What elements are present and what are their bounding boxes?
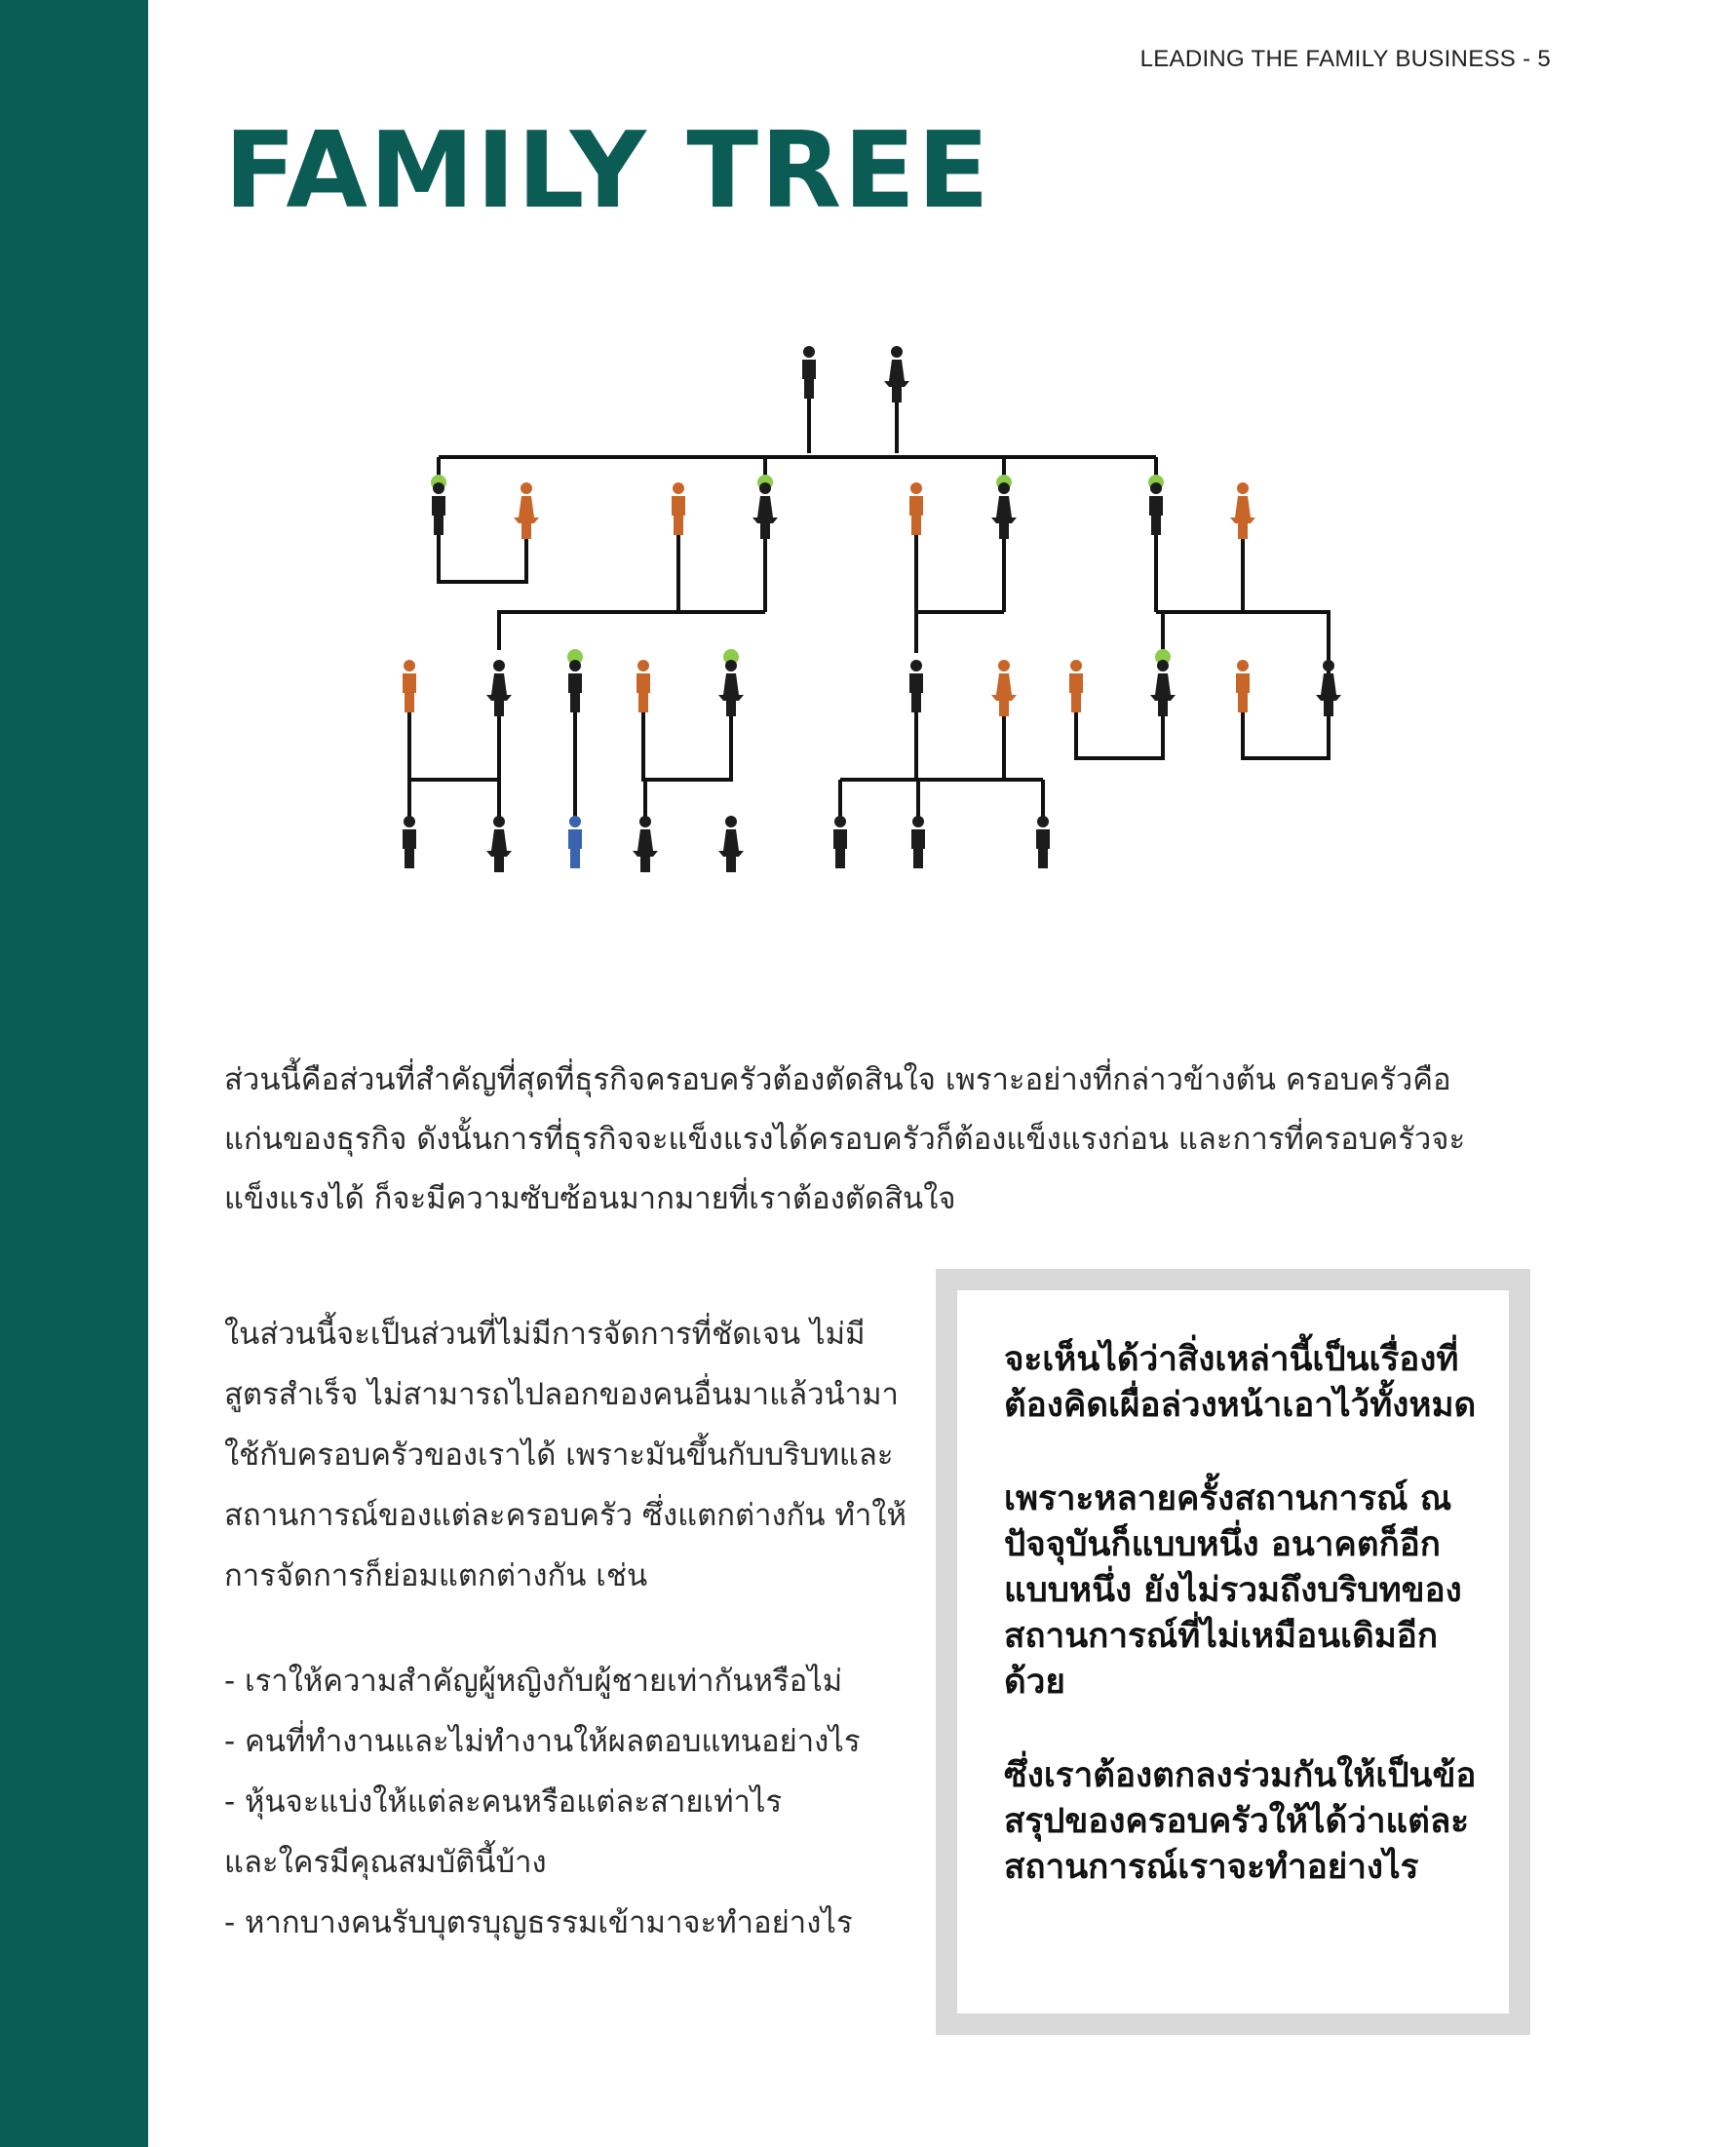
person-inlaw-man xyxy=(672,482,685,535)
person-inlaw-man xyxy=(637,660,650,712)
person-inlaw-woman xyxy=(1230,482,1255,539)
list-item: - เราให้ความสำคัญผู้หญิงกับผู้ชายเท่ากันหรือไม่ xyxy=(224,1664,843,1699)
running-header: LEADING THE FAMILY BUSINESS - 5 xyxy=(1139,46,1551,72)
list-item: และใครมีคุณสมบัตินี้บ้าง xyxy=(224,1845,547,1880)
question-list xyxy=(224,1651,907,1953)
person-inlaw-man xyxy=(909,482,923,535)
person-woman xyxy=(718,816,744,872)
list-item: - หุ้นจะแบ่งให้แต่ละคนหรือแต่ละสายเท่าไร xyxy=(224,1784,783,1820)
person-woman xyxy=(884,346,909,403)
list-item: - หากบางคนรับบุตรบุญธรรมเข้ามาจะทำอย่างไร xyxy=(224,1905,853,1940)
person-inlaw-man xyxy=(1069,660,1083,712)
person-man xyxy=(568,660,582,712)
person-inlaw-woman xyxy=(514,482,539,539)
person-woman xyxy=(991,482,1017,539)
person-man xyxy=(1036,816,1050,868)
body-paragraph: ในส่วนนี้จะเป็นส่วนที่ไม่มีการจัดการที่ชัดเจน ไม่มีสูตรสำเร็จ ไม่สามารถไปลอกของคนอื่นมาแล้วนำมาใช้กับครอบครัวของเราได้ เพราะมันขึ้นกับบริบทและสถานการณ์ของแต่ละครอบครัว ซึ่งแตกต่างกัน ทำให้การจัดการก็ย่อมแตกต่างกัน เช่น xyxy=(224,1317,907,1593)
person-woman xyxy=(486,816,512,872)
callout-paragraph: ซึ่งเราต้องตกลงร่วมกันให้เป็นข้อสรุปของครอบครัวให้ได้ว่าแต่ละสถานการณ์เราจะทำอย่างไร xyxy=(1004,1756,1477,1887)
person-woman xyxy=(718,660,744,716)
person-man xyxy=(833,816,847,868)
list-item: - คนที่ทำงานและไม่ทำงานให้ผลตอบแทนอย่างไร xyxy=(224,1724,861,1759)
person-inlaw-woman xyxy=(991,660,1017,716)
person-woman xyxy=(1316,660,1341,716)
person-man xyxy=(909,660,923,712)
person-woman xyxy=(633,816,658,872)
person-man xyxy=(403,816,416,868)
callout-paragraph: จะเห็นได้ว่าสิ่งเหล่านี้เป็นเรื่องที่ต้องคิดเผื่อล่วงหน้าเอาไว้ทั้งหมด xyxy=(1004,1340,1477,1425)
callout-text xyxy=(1004,1337,1485,1938)
tree-connector-lines xyxy=(409,375,1329,824)
page-title: FAMILY TREE xyxy=(224,110,991,232)
person-man xyxy=(1149,482,1163,535)
person-woman xyxy=(1150,660,1176,716)
people xyxy=(403,346,1341,872)
body-column xyxy=(224,1304,907,1953)
person-man xyxy=(432,482,445,535)
person-inlaw-man xyxy=(403,660,416,712)
person-woman xyxy=(486,660,512,716)
person-man xyxy=(911,816,925,868)
person-woman xyxy=(752,482,778,539)
person-highlighted xyxy=(568,816,582,868)
callout-paragraph: เพราะหลายครั้งสถานการณ์ ณ ปัจจุบันก็แบบหนึ่ง อนาคตก็อีกแบบหนึ่ง ยังไม่รวมถึงบริบทของสถานการณ์ที่ไม่เหมือนเดิมอีกด้วย xyxy=(1004,1479,1462,1702)
person-inlaw-man xyxy=(1236,660,1250,712)
person-man xyxy=(802,346,816,399)
side-color-band xyxy=(0,0,148,2147)
marriage-markers xyxy=(431,475,1171,665)
intro-paragraph: ส่วนนี้คือส่วนที่สำคัญที่สุดที่ธุรกิจครอบครัวต้องตัดสินใจ เพราะอย่างที่กล่าวข้างต้น ครอบครัวคือแก่นของธุรกิจ ดังนั้นการที่ธุรกิจจะแข็งแรงได้ครอบครัวก็ต้องแข็งแรงก่อน และการที่ครอบครัวจะแข็งแรงได้ ก็จะมีความซับซ้อนมากมายที่เราต้องตัดสินใจ xyxy=(224,1062,1466,1216)
family-tree-diagram xyxy=(370,336,1365,921)
callout-box xyxy=(936,1269,1530,2035)
